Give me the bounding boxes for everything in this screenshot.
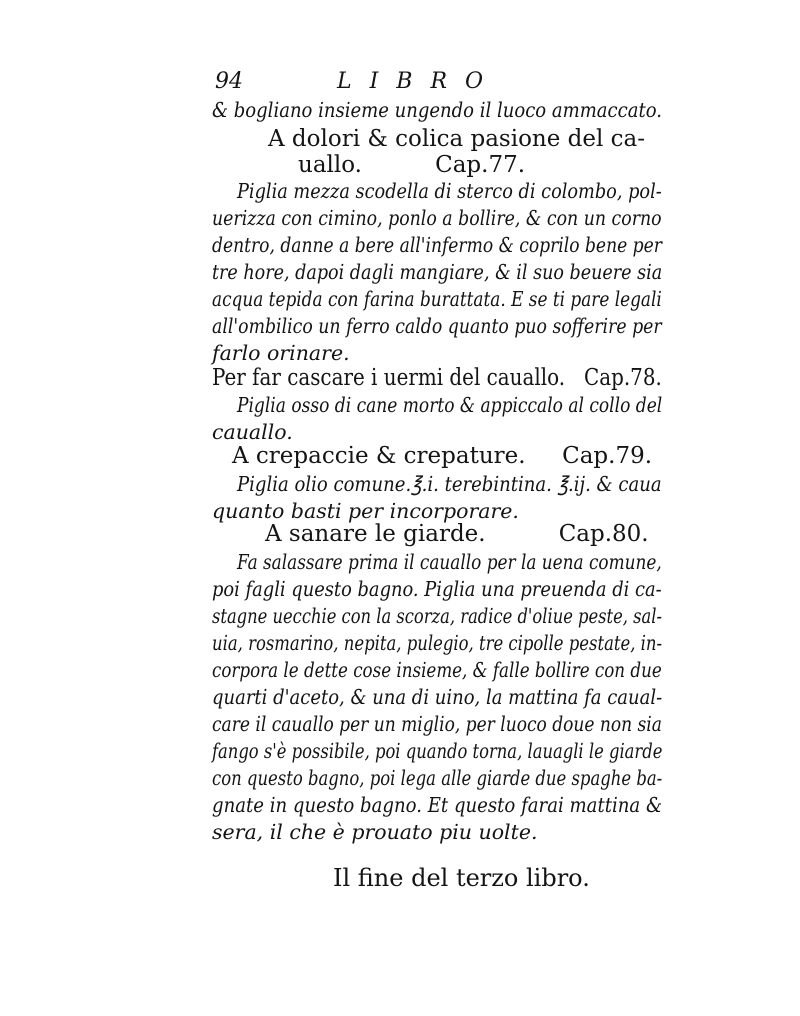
text-line: dentro, danne a bere all'infermo & coprilo bene per <box>212 233 662 257</box>
text-line: uia, rosmarino, nepita, pulegio, tre cipolle pestate, in- <box>212 631 663 655</box>
text-line: acqua tepida con farina burattata. E se ti pare legali <box>212 287 662 311</box>
text-line: Piglia olio comune.℥.i. terebintina. ℥.ij. & caua <box>237 472 662 496</box>
text-line: Piglia mezza scodella di sterco di colombo, pol- <box>237 179 662 203</box>
running-head: LIBRO <box>337 69 502 94</box>
page-number: 94 <box>215 69 243 94</box>
text-line: farlo orinare. <box>212 341 350 365</box>
text-line: quarti d'aceto, & una di uino, la mattina fa caual- <box>212 685 663 709</box>
text-line: quanto basti per incorporare. <box>212 499 519 523</box>
chapter-heading: A dolori & colica pasione del ca- <box>268 126 646 152</box>
text-line: corpora le dette cose insieme, & falle bollire con due <box>212 658 662 682</box>
chapter-heading: uallo. Cap.77. <box>298 152 526 178</box>
text-line: fango s'è possibile, poi quando torna, lauagli le giarde <box>212 739 663 763</box>
text-line: stagne uecchie con la scorza, radice d'oliue peste, sal- <box>212 604 663 628</box>
text-line: con questo bagno, poi lega alle giarde due spaghe ba- <box>212 766 663 790</box>
chapter-heading: A crepaccie & crepature. Cap.79. <box>232 443 653 469</box>
text-line: Fa salassare prima il cauallo per la uena comune, <box>237 550 662 574</box>
colophon: Il fine del terzo libro. <box>333 864 590 892</box>
text-line: sera, il che è prouato piu uolte. <box>212 820 538 844</box>
text-line: poi fagli questo bagno. Piglia una preuenda di ca- <box>212 577 662 601</box>
chapter-heading: A sanare le giarde. Cap.80. <box>265 521 649 547</box>
text-line: care il cauallo per un miglio, per luoco doue non sia <box>212 712 662 736</box>
text-line: & bogliano insieme ungendo il luoco ammaccato. <box>212 98 662 122</box>
text-line: all'ombilico un ferro caldo quanto puo sofferire per <box>212 314 662 338</box>
text-line: gnate in questo bagno. Et questo farai mattina & <box>212 793 663 817</box>
text-line: tre hore, dapoi dagli mangiare, & il suo beuere sia <box>212 260 663 284</box>
chapter-heading: Per far cascare i uermi del cauallo. Cap.78. <box>212 365 662 391</box>
text-line: Piglia osso di cane morto & appiccalo al collo del <box>237 393 663 417</box>
text-line: cauallo. <box>212 420 293 444</box>
text-line: uerizza con cimino, ponlo a bollire, & con un corno <box>212 206 662 230</box>
